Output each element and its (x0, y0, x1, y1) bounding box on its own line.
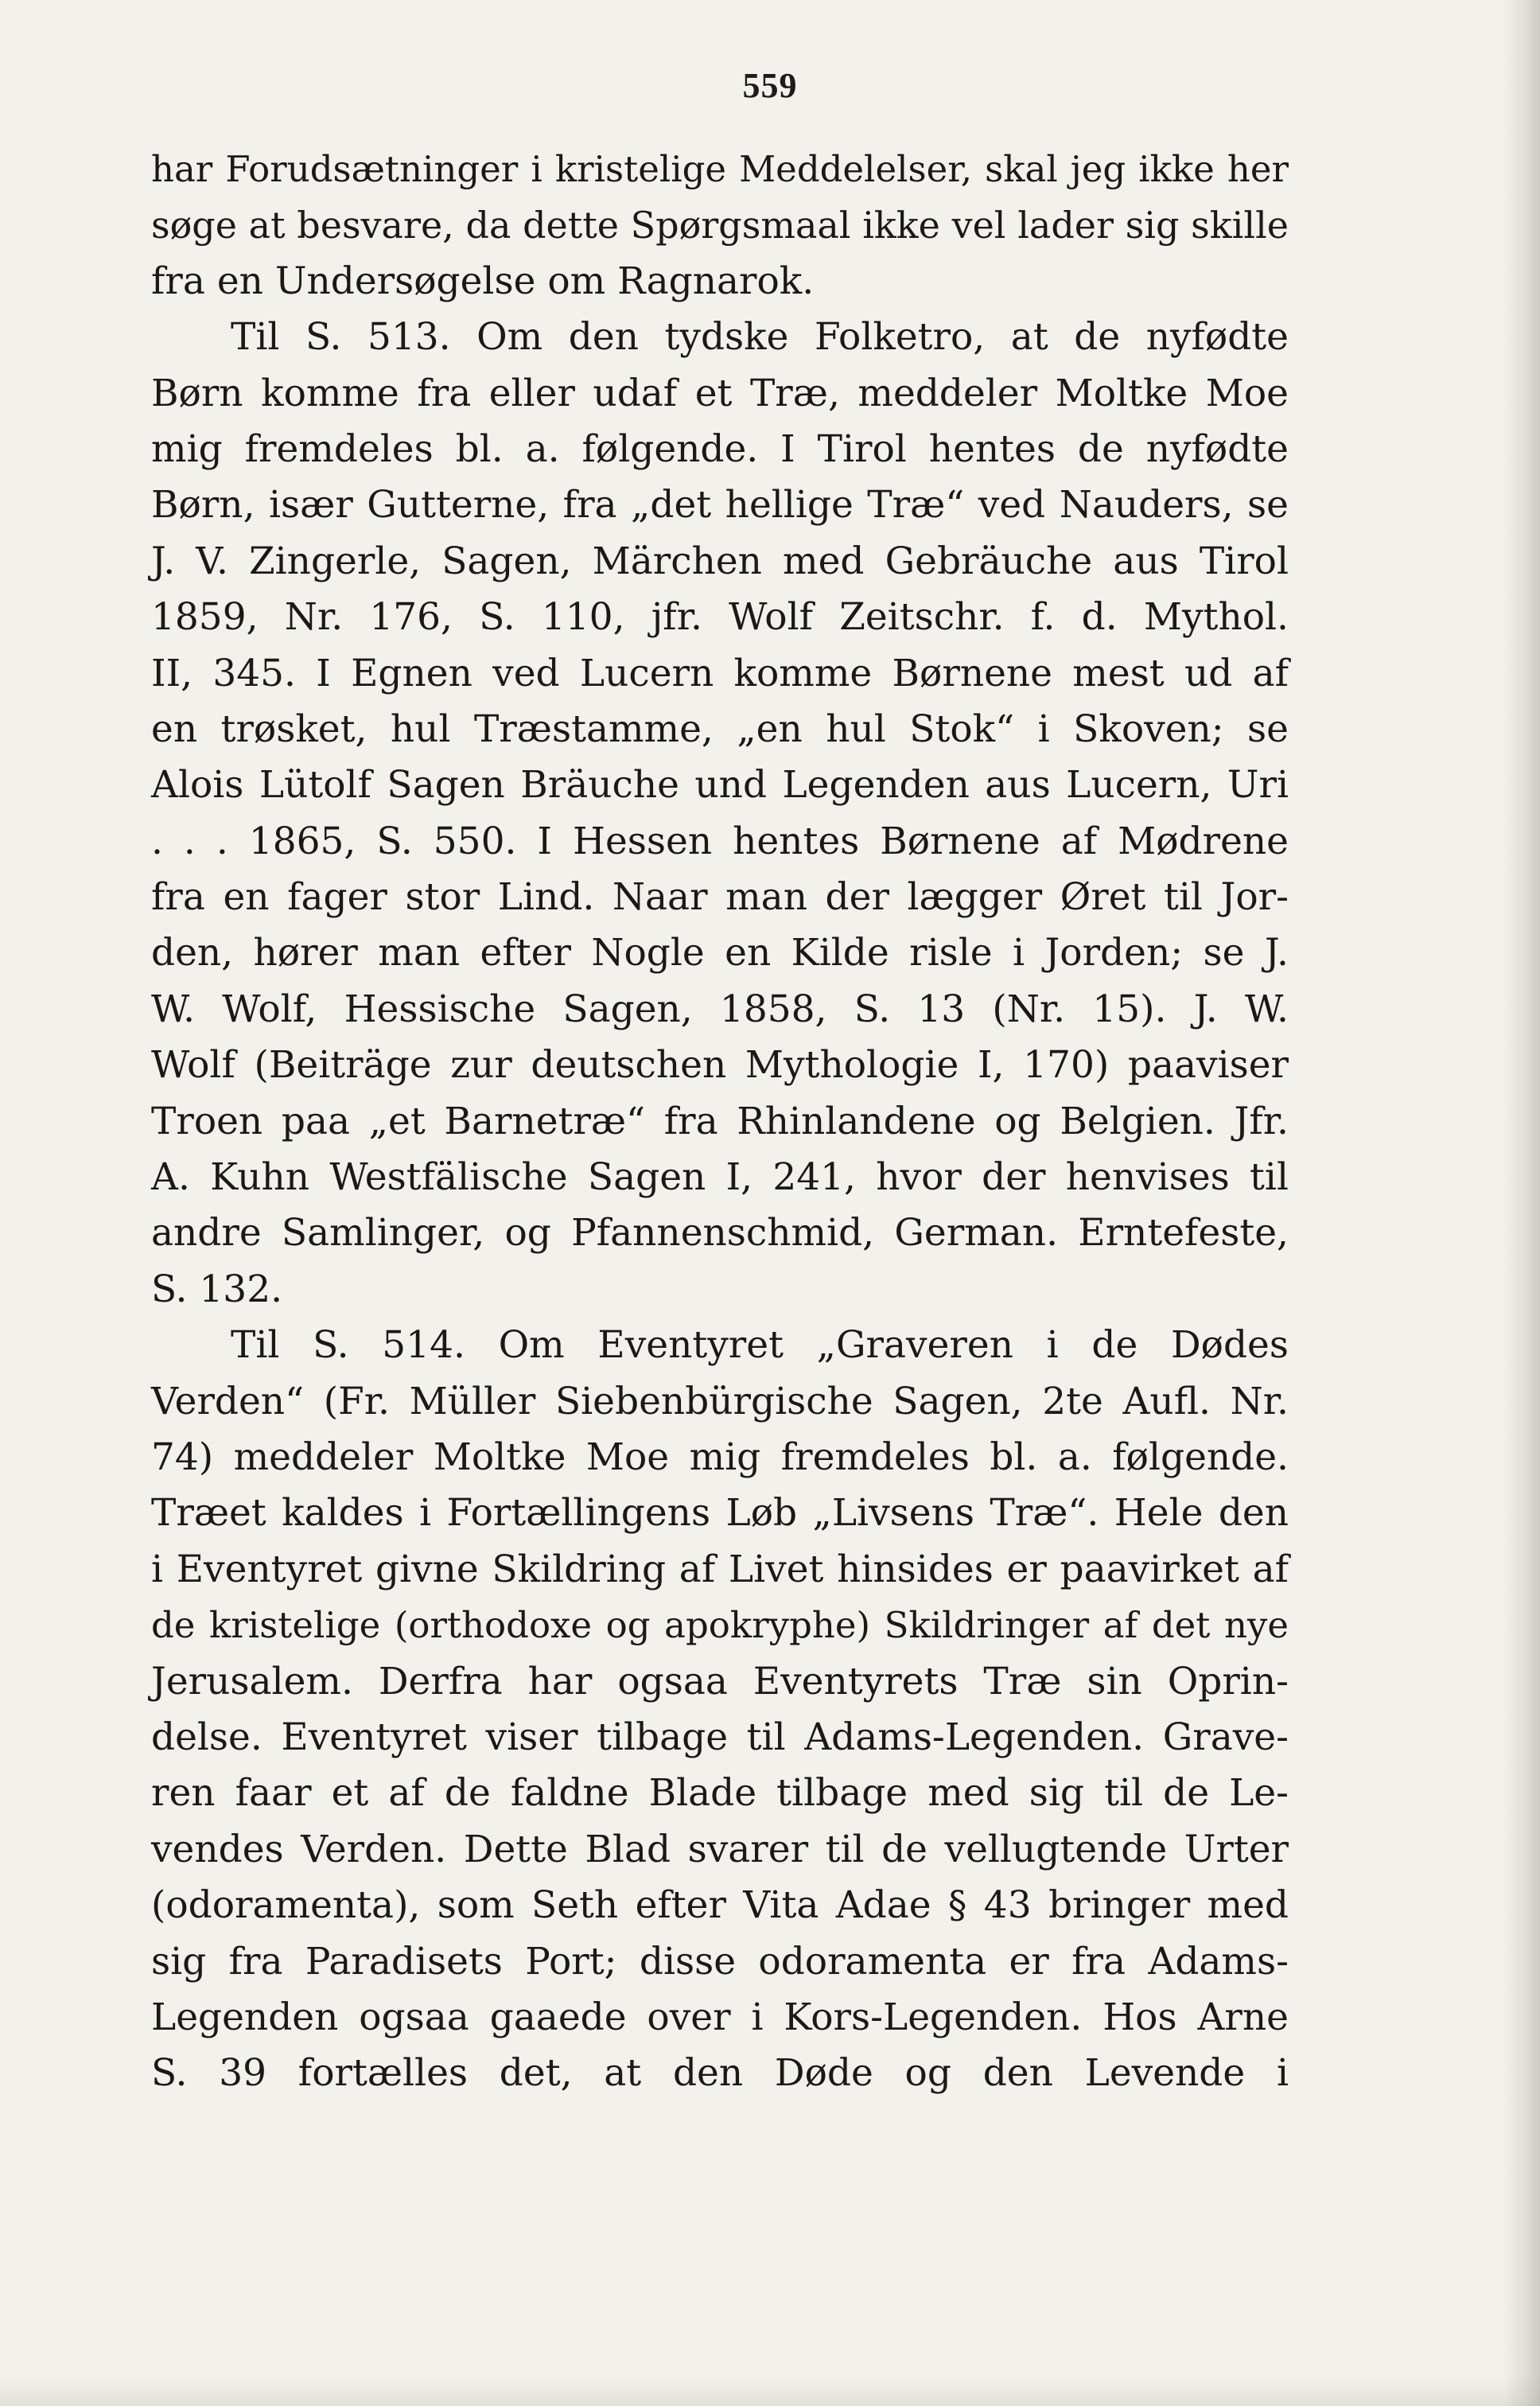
body-text (151, 142, 1289, 2102)
text-line: S. 132. (151, 1267, 283, 1311)
text-line: Jerusalem. Derfra har ogsaa Eventyrets Træ sin Oprin- (151, 1659, 1289, 1703)
text-line: Verden“ (Fr. Müller Siebenbürgische Sagen, 2te Aufl. Nr. (151, 1379, 1289, 1423)
text-line: sig fra Paradisets Port; disse odoramenta er fra Adams- (151, 1939, 1289, 1984)
text-line: en trøsket, hul Træstamme, „en hul Stok“ i Skoven; se (151, 707, 1289, 751)
text-line: S. 39 fortælles det, at den Døde og den Levende i (151, 2051, 1289, 2096)
text-line: Troen paa „et Barnetræ“ fra Rhinlandene og Belgien. Jfr. (151, 1099, 1289, 1143)
text-line: II, 345. I Egnen ved Lucern komme Børnene mest ud af (151, 651, 1289, 695)
text-line: fra en fager stor Lind. Naar man der lægger Øret til Jor- (151, 875, 1289, 920)
text-line: Alois Lütolf Sagen Bräuche und Legenden aus Lucern, Uri (151, 763, 1289, 808)
text-line: i Eventyret givne Skildring af Livet hinsides er paavirket af (151, 1547, 1289, 1591)
text-line: den, hører man efter Nogle en Kilde risle i Jorden; se J. (151, 931, 1289, 975)
text-line: . . . 1865, S. 550. I Hessen hentes Børnene af Mødrene (151, 819, 1289, 863)
text-line: 1859, Nr. 176, S. 110, jfr. Wolf Zeitschr. f. d. Mythol. (151, 595, 1289, 640)
text-line: J. V. Zingerle, Sagen, Märchen med Gebräuche aus Tirol (151, 539, 1289, 583)
text-line: W. Wolf, Hessische Sagen, 1858, S. 13 (Nr. 15). J. W. (151, 987, 1289, 1031)
text-line: mig fremdeles bl. a. følgende. I Tirol hentes de nyfødte (151, 426, 1289, 471)
page-bottom-edge (0, 2374, 1540, 2406)
text-line: andre Samlinger, og Pfannenschmid, German. Erntefeste, (151, 1211, 1289, 1256)
text-line: søge at besvare, da dette Spørgsmaal ikke vel lader sig skille (151, 204, 1289, 247)
text-line: delse. Eventyret viser tilbage til Adams-Legenden. Grave- (151, 1715, 1289, 1759)
text-line: 74) meddeler Moltke Moe mig fremdeles bl. a. følgende. (151, 1435, 1289, 1479)
page-number: 559 (742, 66, 798, 105)
text-line: (odoramenta), som Seth efter Vita Adae § 43 bringer med (151, 1883, 1289, 1928)
text-line: Træet kaldes i Fortællingens Løb „Livsens Træ“. Hele den (151, 1491, 1289, 1536)
text-line: de kristelige (orthodoxe og apokryphe) Skildringer af det nye (151, 1604, 1289, 1647)
text-line: Børn komme fra eller udaf et Træ, meddeler Moltke Moe (151, 371, 1289, 415)
text-line: A. Kuhn Westfälische Sagen I, 241, hvor der henvises til (151, 1155, 1289, 1200)
text-line: fra en Undersøgelse om Ragnarok. (151, 259, 815, 303)
text-line: Til S. 513. Om den tydske Folketro, at de nyfødte (231, 315, 1289, 360)
text-line: vendes Verden. Dette Blad svarer til de vellugtende Urter (151, 1827, 1289, 1871)
text-line: ren faar et af de faldne Blade tilbage med sig til de Le- (151, 1771, 1289, 1816)
text-line: har Forudsætninger i kristelige Meddelelser, skal jeg ikke her (151, 148, 1289, 190)
text-line: Wolf (Beiträge zur deutschen Mythologie I, 170) paaviser (151, 1043, 1289, 1088)
text-line: Legenden ogsaa gaaede over i Kors-Legenden. Hos Arne (151, 1995, 1289, 2039)
text-line: Børn, især Gutterne, fra „det hellige Træ“ ved Nauders, se (151, 483, 1289, 528)
page-gutter-shadow (1503, 0, 1540, 2406)
text-line: Til S. 514. Om Eventyret „Graveren i de Dødes (231, 1323, 1289, 1368)
